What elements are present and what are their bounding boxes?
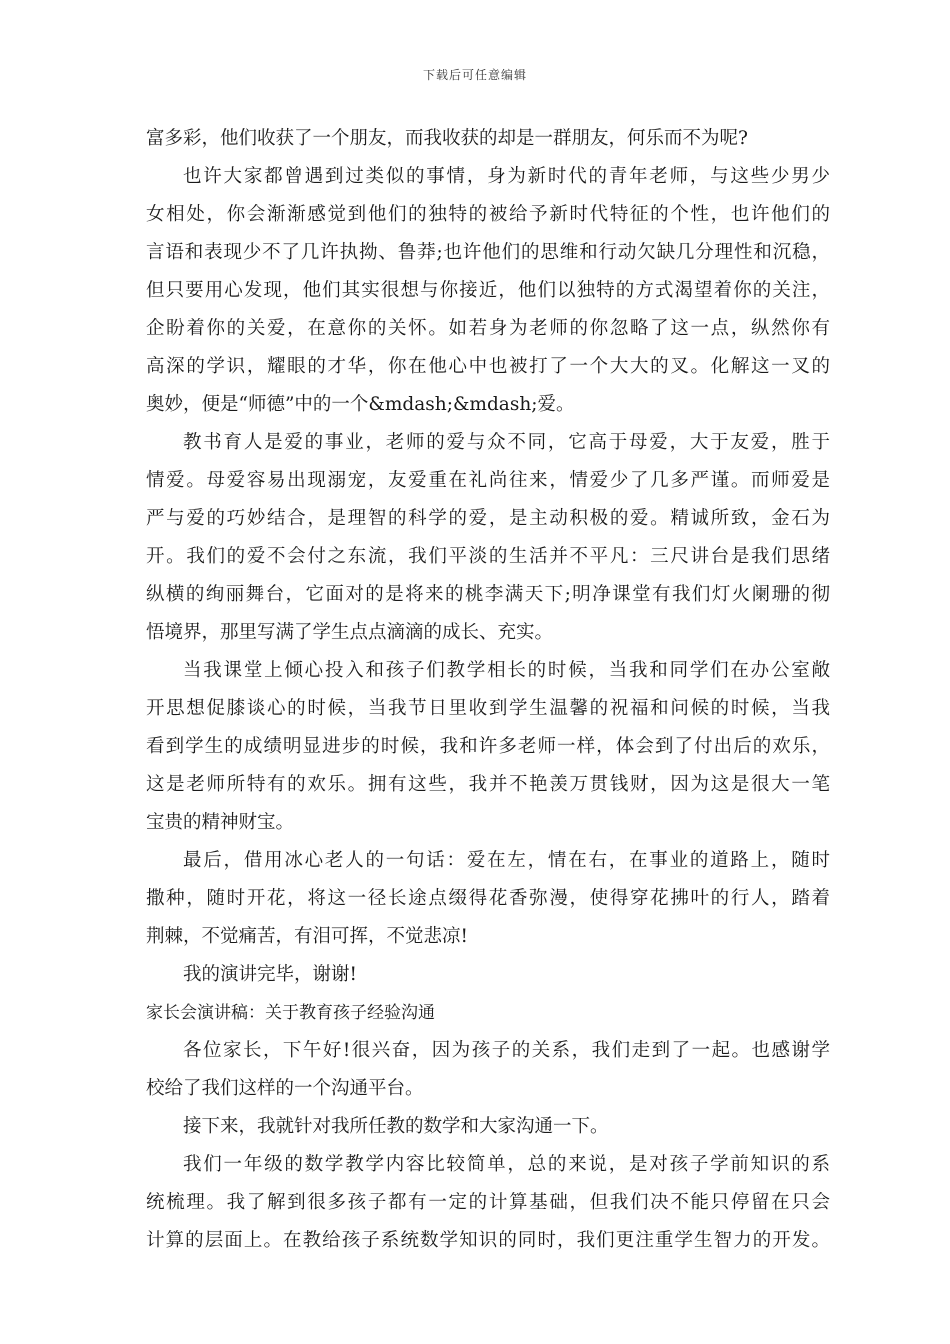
text-line: 也许大家都曾遇到过类似的事情，身为新时代的青年老师，与这些少男少 <box>183 166 830 187</box>
text-line: 言语和表现少不了几许执拗、鲁莽;也许他们的思维和行动欠缺几分理性和沉稳， <box>146 242 830 263</box>
text-line: 悟境界，那里写满了学生点点滴滴的成长、充实。 <box>146 622 554 643</box>
text-line: 各位家长，下午好!很兴奋，因为孩子的关系，我们走到了一起。也感谢学 <box>183 1040 830 1061</box>
text-line: 教书育人是爱的事业，老师的爱与众不同，它高于母爱，大于友爱，胜于 <box>183 432 830 453</box>
text-line: 但只要用心发现，他们其实很想与你接近，他们以独特的方式渴望着你的关注， <box>146 280 830 301</box>
text-line: 开思想促膝谈心的时候，当我节日里收到学生温馨的祝福和问候的时候，当我 <box>146 698 830 719</box>
text-line: 统梳理。我了解到很多孩子都有一定的计算基础，但我们决不能只停留在只会 <box>146 1192 830 1213</box>
text-line: 我们一年级的数学教学内容比较简单，总的来说，是对孩子学前知识的系 <box>183 1154 830 1175</box>
text-line: 这是老师所特有的欢乐。拥有这些，我并不艳羡万贯钱财，因为这是很大一笔 <box>146 774 830 795</box>
text-line: 我的演讲完毕，谢谢! <box>183 964 357 985</box>
text-line: 开。我们的爱不会付之东流，我们平淡的生活并不平凡：三尺讲台是我们思绪 <box>146 546 830 567</box>
text-line: 富多彩，他们收获了一个朋友，而我收获的却是一群朋友，何乐而不为呢? <box>146 128 748 149</box>
text-line: 校给了我们这样的一个沟通平台。 <box>146 1078 424 1099</box>
text-line: 最后，借用冰心老人的一句话：爱在左，情在右，在事业的道路上，随时 <box>183 850 830 871</box>
text-line: 严与爱的巧妙结合，是理智的科学的爱，是主动积极的爱。精诚所致，金石为 <box>146 508 830 529</box>
text-line: 撒种，随时开花，将这一径长途点缀得花香弥漫，使得穿花拂叶的行人，踏着 <box>146 888 830 909</box>
text-line: 情爱。母爱容易出现溺宠，友爱重在礼尚往来，情爱少了几多严谨。而师爱是 <box>146 470 830 491</box>
text-line: 看到学生的成绩明显进步的时候，我和许多老师一样，体会到了付出后的欢乐， <box>146 736 830 757</box>
text-line: 当我课堂上倾心投入和孩子们教学相长的时候，当我和同学们在办公室敞 <box>183 660 830 681</box>
text-line: 接下来，我就针对我所任教的数学和大家沟通一下。 <box>183 1116 609 1137</box>
text-line: 奥妙，便是“师德”中的一个&mdash;&mdash;爱。 <box>146 394 575 415</box>
text-line: 企盼着你的关爱，在意你的关怀。如若身为老师的你忽略了这一点，纵然你有 <box>146 318 830 339</box>
document-body <box>146 124 830 1264</box>
text-line: 纵横的绚丽舞台，它面对的是将来的桃李满天下;明净课堂有我们灯火阑珊的彻 <box>146 584 830 605</box>
text-line: 计算的层面上。在教给孩子系统数学知识的同时，我们更注重学生智力的开发。 <box>146 1230 830 1251</box>
page-header: 下载后可任意编辑 <box>422 68 527 82</box>
section-heading: 家长会演讲稿：关于教育孩子经验沟通 <box>146 1003 435 1023</box>
text-line: 宝贵的精神财宝。 <box>146 812 295 833</box>
text-line: 女相处，你会渐渐感觉到他们的独特的被给予新时代特征的个性，也许他们的 <box>146 204 830 225</box>
text-line: 荆棘，不觉痛苦，有泪可挥，不觉悲凉! <box>146 926 468 947</box>
text-line: 高深的学识，耀眼的才华，你在他心中也被打了一个大大的叉。化解这一叉的 <box>146 356 830 377</box>
